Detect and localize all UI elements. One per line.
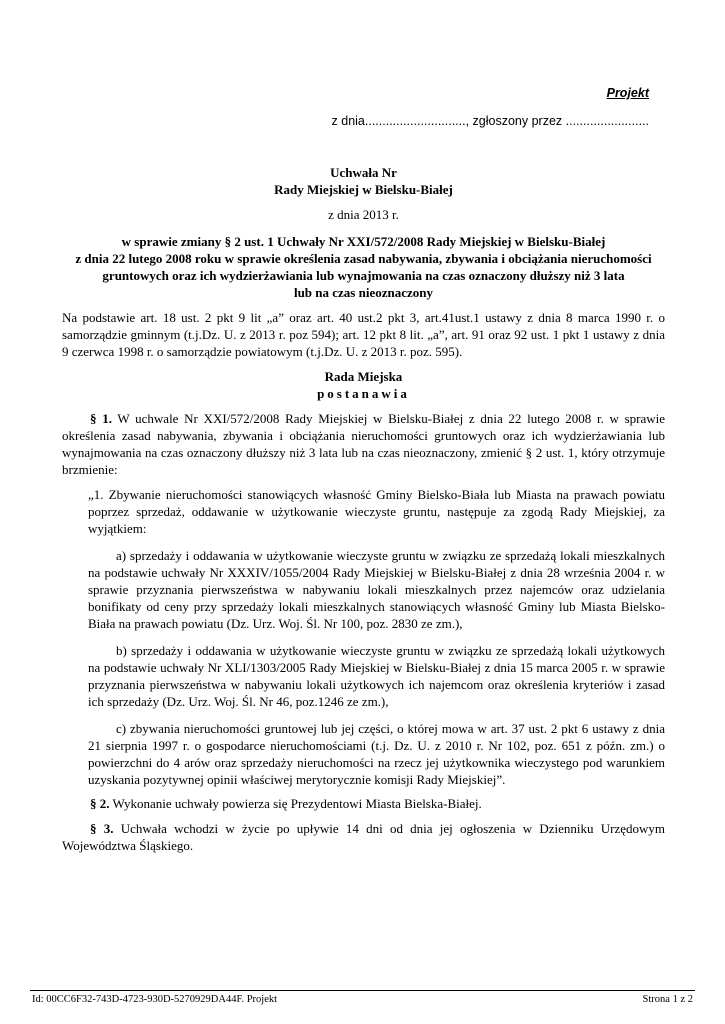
document-body (62, 164, 665, 854)
council-name: Rada Miejska (324, 369, 403, 384)
council-resolves: postanawia (317, 386, 410, 401)
paragraph-3-label: § 3. (90, 821, 114, 836)
paragraph-3 (62, 820, 665, 854)
paragraph-3-text: Uchwała wchodzi w życie po upływie 14 dni od dnia jej ogłoszenia w Dzienniku Urzędowym Województwa Śląskiego. (62, 821, 666, 853)
resolution-title: Uchwała Nr (330, 165, 397, 180)
subject-line: lub na czas nieoznaczony (293, 285, 434, 300)
item-b: b) sprzedaży i oddawania w użytkowanie wieczyste gruntu w związku ze sprzedażą lokali użytkowych na podstawie uchwały Nr XLI/1303/2005 Rady Miejskiej w Bielsku-Białej z dnia 15 marca 2005 r. w sprawie przyznania pierwszeństwa w nabywaniu lokali użytkowych ich najemcom oraz określenia kryteriów i zasad ich sprzedaży (Dz. Urz. Woj. Śl. Nr 46, poz.1246 ze zm.), (88, 643, 665, 709)
document-id: Id: 00CC6F32-743D-4723-930D-5270929DA44F. Projekt (32, 994, 278, 1005)
subject-line: z dnia 22 lutego 2008 roku w sprawie określenia zasad nabywania, zbywania i obciążania nieruchomości (75, 251, 652, 266)
subject-line: w sprawie zmiany § 2 ust. 1 Uchwały Nr XXI/572/2008 Rady Miejskiej w Bielsku-Białej (121, 234, 606, 249)
resolution-subject (62, 233, 665, 301)
paragraph-2-text: Wykonanie uchwały powierza się Prezydentowi Miasta Bielska-Białej. (112, 796, 482, 811)
draft-label: Projekt (606, 86, 649, 100)
item-a: a) sprzedaży i oddawania w użytkowanie wieczyste gruntu w związku ze sprzedażą lokali mieszkalnych na podstawie uchwały Nr XXXIV/1055/2004 Rady Miejskiej w Bielsku-Białej z dnia 28 września 2004 r. w sprawie przyznania pierwszeństwa w nabywaniu lokali mieszkalnych przez najemców oraz udzielania bonifikaty od ceny przy sprzedaży lokali mieszkalnych stanowiących własność Gminy lub Miasta Bielsko-Biała na prawach powiatu (Dz. Urz. Woj. Śl. Nr 100, poz. 2830 ze zm.), (88, 548, 665, 631)
council-title: Rady Miejskiej w Bielsku-Białej (274, 182, 453, 197)
submission-line: z dnia............................., zgłoszony przez ........................ (331, 114, 649, 128)
paragraph-2-label: § 2. (90, 796, 110, 811)
paragraph-2 (62, 795, 665, 812)
page-number: Strona 1 z 2 (642, 994, 693, 1005)
paragraph-1-text: W uchwale Nr XXI/572/2008 Rady Miejskiej w Bielsku-Białej z dnia 22 lutego 2008 r. w sprawie określenia zasad nabywania, zbywania i obciążania nieruchomości gruntowych oraz ich wydzierżawiania lub wynajmowania na czas oznaczony dłuższy niż 3 lata lub na czas nieoznaczony, zmienić § 2 ust. 1, który otrzymuje brzmienie: (62, 411, 666, 477)
quote-intro: „1. Zbywanie nieruchomości stanowiących własność Gminy Bielsko-Biała lub Miasta na prawach powiatu poprzez sprzedaż, oddawanie w użytkowanie wieczyste gruntu, następuje za zgodą Rady Miejskiej, za wyjątkiem: (88, 487, 665, 536)
footer-divider (30, 990, 695, 991)
item-c: c) zbywania nieruchomości gruntowej lub jej części, o której mowa w art. 37 ust. 2 pkt 6 ustawy z dnia 21 sierpnia 1997 r. o gospodarce nieruchomościami (t.j. Dz. U. z 2010 r. Nr 102, poz. 651 z późn. zm.) o powierzchni do 4 arów oraz sprzedaży nieruchomości na rzecz jej użytkownika wieczystego pod warunkiem uzyskania pozytywnej opinii właściwej merytorycznie komisji Rady Miejskiej”. (88, 721, 665, 787)
paragraph-1-label: § 1. (90, 411, 112, 426)
quoted-provision (88, 486, 665, 788)
paragraph-1 (62, 410, 665, 478)
legal-basis: Na podstawie art. 18 ust. 2 pkt 9 lit „a” oraz art. 40 ust.2 pkt 3, art.41ust.1 ustawy z dnia 8 marca 1990 r. o samorządzie gminnym (t.j.Dz. U. z 2013 r. poz 594); art. 12 pkt 8 lit. „a”, art. 91 oraz 92 ust. 1 pkt 1 ustawy z dnia 9 czerwca 1998 r. o samorządzie powiatowym (t.j.Dz. U. z 2013 r. poz. 595). (62, 310, 665, 359)
subject-line: gruntowych oraz ich wydzierżawiania lub wynajmowania na czas oznaczony dłuższy niż 3 lata (102, 268, 625, 283)
resolution-date: z dnia 2013 r. (328, 207, 399, 222)
